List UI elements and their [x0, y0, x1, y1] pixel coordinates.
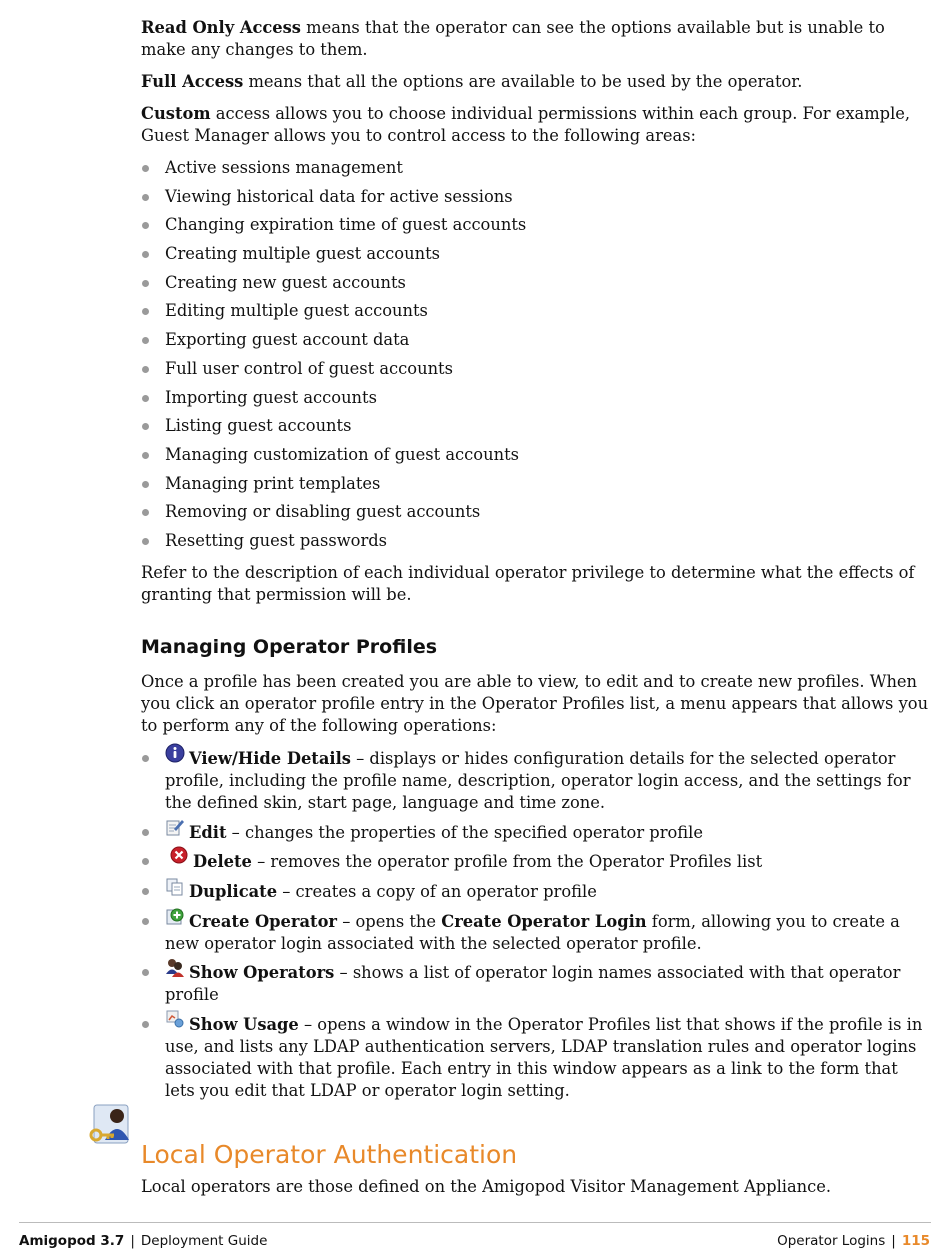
op-label: View/Hide Details — [189, 748, 351, 768]
page-content — [141, 17, 931, 1208]
list-item: Removing or disabling guest accounts — [141, 501, 931, 523]
managing-profiles-heading: Managing Operator Profiles — [141, 635, 438, 658]
op-view-hide-details: View/Hide Details – displays or hides configuration details for the selected operator profile, including the profile name, description, operator login access, and the settings for the defined skin, start page, language and time zone. — [141, 747, 931, 814]
create-operator-icon — [165, 910, 185, 930]
list-item: Active sessions management — [141, 157, 931, 179]
footer-right: Operator Logins | 115 — [777, 1233, 930, 1249]
op-create-operator: Create Operator – opens the Create Operator Login form, allowing you to create a new operator login associated with the selected operator profile. — [141, 910, 931, 955]
list-item: Creating new guest accounts — [141, 272, 931, 294]
local-operator-text: Local operators are those defined on the Amigopod Visitor Management Appliance. — [141, 1177, 832, 1197]
read-only-label: Read Only Access — [141, 18, 301, 37]
operations-list — [141, 747, 931, 1102]
create-operator-login-label: Create Operator Login — [441, 911, 647, 931]
duplicate-icon — [165, 880, 185, 900]
edit-icon — [165, 821, 185, 841]
list-item: Resetting guest passwords — [141, 530, 931, 552]
custom-label: Custom — [141, 104, 211, 123]
footer-product: Amigopod 3.7 — [19, 1233, 125, 1249]
list-item: Importing guest accounts — [141, 387, 931, 409]
op-label: Create Operator — [189, 911, 338, 931]
refer-paragraph: Refer to the description of each individual operator privilege to determine what the effects of granting that permission will be. — [141, 562, 915, 604]
op-show-usage: Show Usage – opens a window in the Operator Profiles list that shows if the profile is in use, and lists any LDAP authentication servers, LDAP translation rules and operator logins associated with that profile. Each entry in this window appears as a link to the form that lets you edit that LDAP or operator login setting. — [141, 1013, 931, 1102]
list-item: Editing multiple guest accounts — [141, 300, 931, 322]
list-item: Exporting guest account data — [141, 329, 931, 351]
footer-divider — [19, 1222, 931, 1223]
delete-icon — [169, 850, 189, 870]
op-label: Show Usage — [189, 1015, 299, 1035]
op-label: Show Operators — [189, 963, 335, 983]
op-duplicate: Duplicate – creates a copy of an operator profile — [141, 880, 931, 903]
info-icon — [165, 747, 185, 767]
full-access-paragraph: Full Access means that all the options are available to be used by the operator. — [141, 72, 803, 91]
managing-intro: Once a profile has been created you are able to view, to edit and to create new profiles. When you click an operator profile entry in the Operator Profiles list, a menu appears that allows you to perform any of the following operations: — [141, 671, 929, 735]
footer-guide: Deployment Guide — [140, 1233, 268, 1249]
footer-left: Amigopod 3.7 | Deployment Guide — [19, 1233, 268, 1249]
operator-key-icon — [88, 1102, 134, 1148]
list-item: Listing guest accounts — [141, 415, 931, 437]
guest-manager-areas-list — [141, 157, 931, 552]
list-item: Viewing historical data for active sessions — [141, 186, 931, 208]
op-label: Edit — [189, 822, 227, 842]
op-delete: Delete – removes the operator profile from the Operator Profiles list — [141, 850, 931, 873]
full-access-label: Full Access — [141, 72, 244, 91]
list-item: Creating multiple guest accounts — [141, 243, 931, 265]
list-item: Full user control of guest accounts — [141, 358, 931, 380]
custom-access-paragraph: Custom access allows you to choose individual permissions within each group. For example, Guest Manager allows you to control access to the following areas: — [141, 104, 911, 145]
op-label: Delete — [193, 852, 252, 872]
op-label: Duplicate — [189, 882, 278, 901]
show-usage-icon — [165, 1013, 185, 1033]
list-item: Managing customization of guest accounts — [141, 444, 931, 466]
page-number: 115 — [901, 1233, 930, 1249]
op-edit: Edit – changes the properties of the specified operator profile — [141, 821, 931, 844]
list-item: Changing expiration time of guest accounts — [141, 214, 931, 236]
read-only-paragraph: Read Only Access means that the operator can see the options available but is unable to make any changes to them. — [141, 18, 885, 59]
footer-section: Operator Logins — [777, 1233, 886, 1249]
list-item: Managing print templates — [141, 473, 931, 495]
op-show-operators: Show Operators – shows a list of operator login names associated with that operator profile — [141, 961, 931, 1006]
show-operators-icon — [165, 961, 185, 981]
local-operator-heading: Local Operator Authentication — [141, 1140, 518, 1170]
